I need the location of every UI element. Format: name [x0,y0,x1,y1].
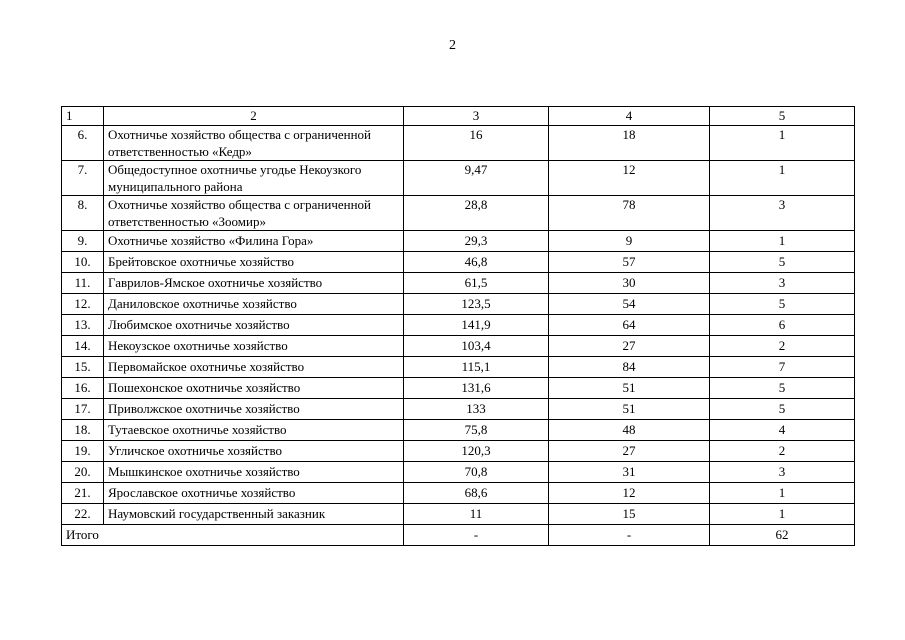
row-col5: 2 [710,336,855,357]
table-row [62,273,855,294]
row-name: Охотничье хозяйство «Филина Гора» [104,231,404,252]
total-label: Итого [62,525,404,546]
row-number: 10. [62,252,104,273]
row-col3: 28,8 [404,196,549,231]
row-number: 11. [62,273,104,294]
row-col3: 29,3 [404,231,549,252]
row-col3: 68,6 [404,483,549,504]
row-name: Гаврилов-Ямское охотничье хозяйство [104,273,404,294]
table-row [62,126,855,161]
row-number: 16. [62,378,104,399]
row-name: Общедоступное охотничье угодье Некоузкого муниципального района [104,161,404,196]
row-name: Наумовский государственный заказник [104,504,404,525]
table-row [62,504,855,525]
table-row [62,252,855,273]
row-name: Даниловское охотничье хозяйство [104,294,404,315]
row-col5: 3 [710,196,855,231]
table-row [62,161,855,196]
table-row [62,420,855,441]
table-row [62,294,855,315]
row-col5: 5 [710,294,855,315]
row-name: Пошехонское охотничье хозяйство [104,378,404,399]
total-col4: - [549,525,710,546]
row-col3: 9,47 [404,161,549,196]
page-number: 2 [449,38,456,53]
row-col4: 27 [549,336,710,357]
header-cell: 2 [104,107,404,126]
row-col3: 103,4 [404,336,549,357]
row-col5: 1 [710,161,855,196]
row-col4: 51 [549,399,710,420]
row-number: 9. [62,231,104,252]
row-col4: 18 [549,126,710,161]
row-name: Брейтовское охотничье хозяйство [104,252,404,273]
row-number: 13. [62,315,104,336]
data-table [61,106,855,546]
row-number: 19. [62,441,104,462]
row-number: 18. [62,420,104,441]
row-name: Любимское охотничье хозяйство [104,315,404,336]
header-cell: 1 [62,107,104,126]
row-number: 7. [62,161,104,196]
row-col3: 133 [404,399,549,420]
row-col3: 16 [404,126,549,161]
row-number: 15. [62,357,104,378]
row-col4: 12 [549,483,710,504]
row-number: 14. [62,336,104,357]
row-col5: 5 [710,399,855,420]
row-col3: 115,1 [404,357,549,378]
row-name: Охотничье хозяйство общества с ограниченной ответственностью «Зоомир» [104,196,404,231]
row-col5: 1 [710,126,855,161]
row-number: 20. [62,462,104,483]
row-col5: 4 [710,420,855,441]
row-col5: 2 [710,441,855,462]
row-col3: 75,8 [404,420,549,441]
table-header-row [62,107,855,126]
table-row [62,315,855,336]
row-col4: 78 [549,196,710,231]
total-col5: 62 [710,525,855,546]
total-col3: - [404,525,549,546]
row-col4: 12 [549,161,710,196]
row-col3: 70,8 [404,462,549,483]
row-col5: 7 [710,357,855,378]
row-col5: 1 [710,504,855,525]
row-name: Угличское охотничье хозяйство [104,441,404,462]
header-cell: 4 [549,107,710,126]
table-row [62,357,855,378]
row-col5: 5 [710,378,855,399]
row-col4: 27 [549,441,710,462]
row-col5: 1 [710,231,855,252]
row-name: Приволжское охотничье хозяйство [104,399,404,420]
table-total-row [62,525,855,546]
row-name: Мышкинское охотничье хозяйство [104,462,404,483]
row-name: Первомайское охотничье хозяйство [104,357,404,378]
table-row [62,399,855,420]
row-col4: 15 [549,504,710,525]
row-number: 21. [62,483,104,504]
table-row [62,196,855,231]
row-col4: 54 [549,294,710,315]
row-col3: 61,5 [404,273,549,294]
row-col3: 123,5 [404,294,549,315]
row-name: Некоузское охотничье хозяйство [104,336,404,357]
header-cell: 3 [404,107,549,126]
table-row [62,462,855,483]
row-number: 22. [62,504,104,525]
table-row [62,231,855,252]
row-name: Ярославское охотничье хозяйство [104,483,404,504]
row-col3: 141,9 [404,315,549,336]
table-row [62,336,855,357]
row-col4: 31 [549,462,710,483]
row-col5: 3 [710,273,855,294]
row-col4: 84 [549,357,710,378]
row-number: 12. [62,294,104,315]
row-col3: 131,6 [404,378,549,399]
row-col4: 57 [549,252,710,273]
row-col5: 1 [710,483,855,504]
row-col3: 120,3 [404,441,549,462]
row-number: 17. [62,399,104,420]
table-row [62,483,855,504]
row-col5: 3 [710,462,855,483]
row-col5: 6 [710,315,855,336]
row-col4: 64 [549,315,710,336]
row-col4: 30 [549,273,710,294]
table-row [62,441,855,462]
row-name: Охотничье хозяйство общества с ограниченной ответственностью «Кедр» [104,126,404,161]
row-col5: 5 [710,252,855,273]
row-number: 6. [62,126,104,161]
row-col4: 48 [549,420,710,441]
table-row [62,378,855,399]
row-col3: 11 [404,504,549,525]
row-col4: 51 [549,378,710,399]
row-col4: 9 [549,231,710,252]
header-cell: 5 [710,107,855,126]
row-col3: 46,8 [404,252,549,273]
row-number: 8. [62,196,104,231]
row-name: Тутаевское охотничье хозяйство [104,420,404,441]
